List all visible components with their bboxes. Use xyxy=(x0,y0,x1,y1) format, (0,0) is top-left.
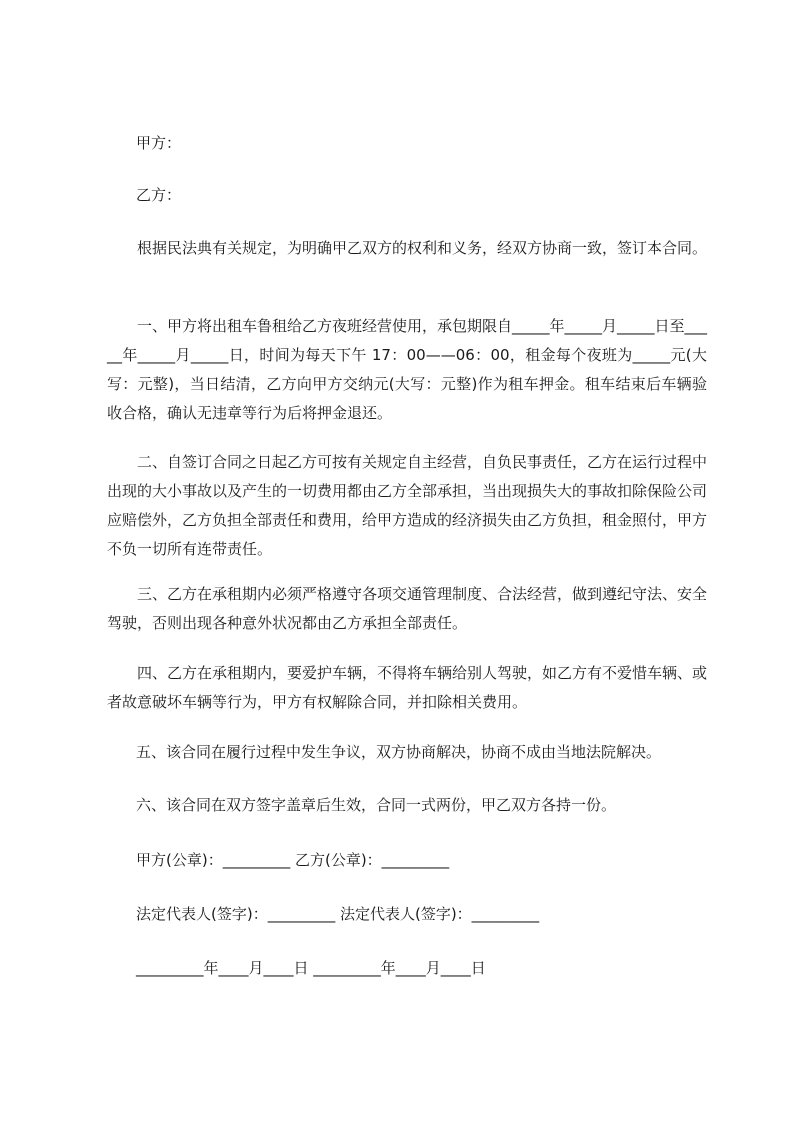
party-a-label: 甲方： xyxy=(136,134,182,152)
party-b-label: 乙方： xyxy=(136,186,182,204)
signature-representative-line: 法定代表人(签字)：_________ 法定代表人(签字)：_________ xyxy=(136,905,540,923)
intro-paragraph: 根据民法典有关规定，为明确甲乙双方的权利和义务，经双方协商一致，签订本合同。 xyxy=(137,239,708,257)
clause-5: 五、该合同在履行过程中发生争议，双方协商解决，协商不成由当地法院解决。 xyxy=(136,743,662,761)
clause-6: 六、该合同在双方签字盖章后生效，合同一式两份，甲乙双方各持一份。 xyxy=(136,796,617,814)
clause-4: 四、乙方在承租期内，要爱护车辆，不得将车辆给别人驾驶，如乙方有不爱惜车辆、或者故意破坏车辆等行为，甲方有权解除合同，并扣除相关费用。 xyxy=(107,664,708,711)
signature-date-line: _________年____月____日 _________年____月____日 xyxy=(136,959,486,977)
clause-3: 三、乙方在承租期内必须严格遵守各项交通管理制度、合法经营，做到遵纪守法、安全驾驶，否则出现各种意外状况都由乙方承担全部责任。 xyxy=(107,585,708,632)
signature-seal-line: 甲方(公章)：_________ 乙方(公章)：_________ xyxy=(136,851,450,869)
clause-2: 二、自签订合同之日起乙方可按有关规定自主经营，自负民事责任，乙方在运行过程中出现的大小事故以及产生的一切费用都由乙方全部承担，当出现损失大的事故扣除保险公司应赔偿外，乙方负担全部责任和费用，给甲方造成的经济损失由乙方负担，租金照付，甲方不负一切所有连带责任。 xyxy=(107,453,708,558)
clause-1: 一、甲方将出租车鲁租给乙方夜班经营使用，承包期限自_____年_____月_____日至_____年_____月_____日，时间为每天下午 17：00——06：00，租金每个夜班为_____元(大写：元整)，当日结清，乙方向甲方交纳元(大写：元整)作为租车押金。租车结束后车辆验收合格，确认无违章等行为后将押金退还。 xyxy=(107,317,708,422)
